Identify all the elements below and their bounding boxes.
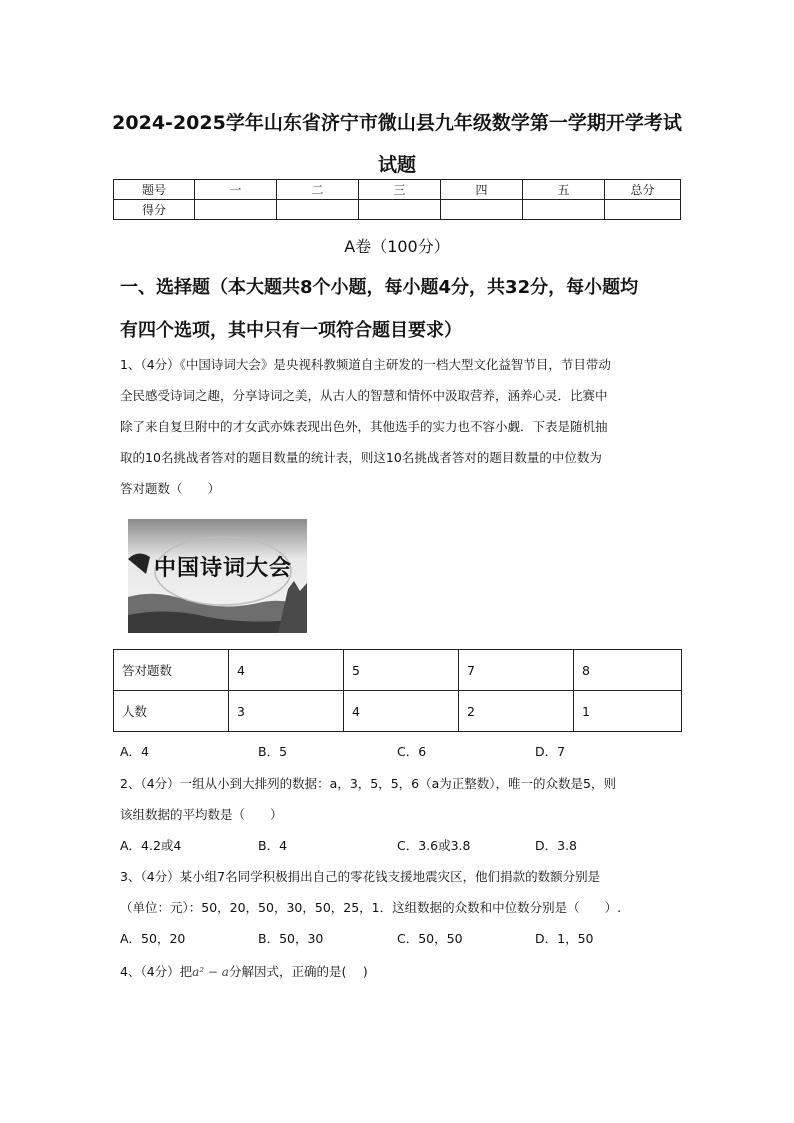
- q4-line: [120, 962, 368, 980]
- q4-suffix: 分解因式，正确的是( ): [228, 964, 368, 979]
- q1-data-table: [113, 649, 682, 732]
- part1-heading-line1: 一、选择题（本大题共8个小题，每小题4分，共32分，每小题均: [120, 277, 639, 298]
- image-title-text: 中国诗词大会: [154, 555, 293, 581]
- table-cell: 8: [574, 650, 682, 691]
- table-cell: 答对题数: [114, 650, 229, 691]
- poetry-conference-image: [128, 519, 307, 633]
- table-cell: 4: [229, 650, 344, 691]
- table-cell: 4: [344, 691, 459, 732]
- doc-title-line2: 试题: [377, 154, 416, 176]
- q1-line: 取的10名挑战者答对的题目数量的统计表，则这10名挑战者答对的题目数量的中位数为: [120, 450, 602, 465]
- doc-title-line1: 2024-2025学年山东省济宁市微山县九年级数学第一学期开学考试: [112, 112, 682, 134]
- q2-option-c: C．3.6或3.8: [397, 838, 471, 853]
- q1-line: 除了来自复旦附中的才女武亦姝表现出色外，其他选手的实力也不容小觑．下表是随机抽: [120, 419, 608, 434]
- q2-line: 该组数据的平均数是（ ）: [120, 807, 283, 822]
- score-header-cell: 总分: [605, 180, 681, 200]
- score-cell: [359, 200, 441, 220]
- q2-option-b: B．4: [258, 838, 288, 853]
- score-table: [113, 179, 681, 220]
- q1-option-a: A．4: [120, 744, 150, 759]
- q3-option-a: A．50，20: [120, 931, 186, 946]
- q2-line: 2、（4分）一组从小到大排列的数据：a，3，5，5，6（a为正整数），唯一的众数是5，则: [120, 776, 616, 791]
- q1-option-d: D．7: [535, 744, 566, 759]
- score-header-cell: 三: [359, 180, 441, 200]
- table-row: [114, 691, 682, 732]
- score-cell: [441, 200, 523, 220]
- table-cell: 人数: [114, 691, 229, 732]
- score-header-cell: 四: [441, 180, 523, 200]
- score-header-cell: 一: [195, 180, 277, 200]
- q4-expression: a² − a: [192, 965, 229, 979]
- q3-option-c: C．50，50: [397, 931, 463, 946]
- score-cell: [277, 200, 359, 220]
- q3-option-d: D．1，50: [535, 931, 594, 946]
- score-table-score-row: [114, 200, 681, 220]
- q1-line: 全民感受诗词之趣，分享诗词之美，从古人的智慧和情怀中汲取营养，涵养心灵．比赛中: [120, 388, 608, 403]
- q2-option-d: D．3.8: [535, 838, 578, 853]
- part1-heading-line2: 有四个选项，其中只有一项符合题目要求）: [120, 320, 462, 341]
- table-cell: 2: [459, 691, 574, 732]
- table-row: [114, 650, 682, 691]
- q3-line: （单位：元）：50，20，50，30，50，25，1．这组数据的众数和中位数分别是（ ）.: [120, 900, 622, 915]
- score-table-header-row: [114, 180, 681, 200]
- score-cell: [523, 200, 605, 220]
- score-header-cell: 五: [523, 180, 605, 200]
- q1-option-b: B．5: [258, 744, 288, 759]
- score-row-label: 得分: [114, 200, 195, 220]
- score-header-cell: 题号: [114, 180, 195, 200]
- q3-line: 3、（4分）某小组7名同学积极捐出自己的零花钱支援地震灾区，他们捐款的数额分别是: [120, 869, 601, 884]
- table-cell: 5: [344, 650, 459, 691]
- table-cell: 1: [574, 691, 682, 732]
- q2-option-a: A．4.2或4: [120, 838, 182, 853]
- q1-line: 1、（4分）《中国诗词大会》是央视科教频道自主研发的一档大型文化益智节目，节目带动: [120, 357, 611, 372]
- q4-prefix: 4、（4分）把: [120, 964, 193, 979]
- q1-line: 答对题数（ ）: [120, 481, 221, 496]
- table-cell: 3: [229, 691, 344, 732]
- q3-option-b: B．50，30: [258, 931, 324, 946]
- q1-option-c: C．6: [397, 744, 427, 759]
- score-cell: [195, 200, 277, 220]
- score-cell: [605, 200, 681, 220]
- section-a-heading: A卷（100分）: [344, 237, 450, 256]
- table-cell: 7: [459, 650, 574, 691]
- score-header-cell: 二: [277, 180, 359, 200]
